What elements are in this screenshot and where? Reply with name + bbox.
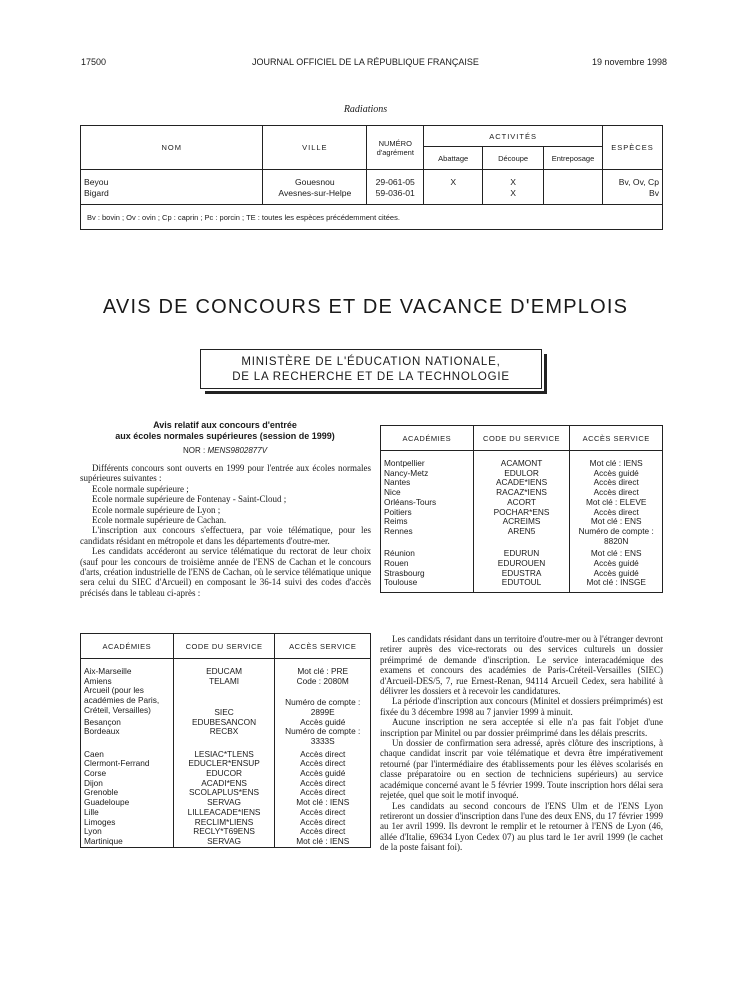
service-code: ACADI*ENS bbox=[173, 779, 275, 789]
access-mode: Accès direct bbox=[593, 506, 639, 517]
access-mode: Accès guidé bbox=[593, 558, 639, 569]
academie-name: Nice bbox=[381, 488, 474, 498]
species-legend: Bv : bovin ; Ov : ovin ; Cp : caprin ; Pc : porcin ; TE : toutes les espèces précédemment citées. bbox=[81, 205, 663, 230]
academie-name: Nantes bbox=[381, 478, 474, 488]
col-academies: ACADÉMIES bbox=[81, 634, 174, 659]
academie-name: Réunion bbox=[381, 549, 474, 559]
school-item: Ecole normale supérieure de Cachan. bbox=[92, 515, 227, 526]
avis-body-right bbox=[380, 634, 663, 853]
avis-title bbox=[80, 420, 370, 442]
access-mode: Accès guidé bbox=[300, 768, 346, 779]
academie-name: Strasbourg bbox=[381, 569, 474, 579]
academie-name: Clermont-Ferrand bbox=[81, 759, 174, 769]
access-mode: Accès guidé bbox=[593, 467, 639, 478]
service-code: SERVAG bbox=[173, 798, 275, 808]
service-code: LESIAC*TLENS bbox=[173, 750, 275, 760]
table-row bbox=[381, 527, 663, 549]
academie-name: Aix-Marseille bbox=[81, 659, 174, 677]
school-item: Ecole normale supérieure de Lyon ; bbox=[92, 504, 221, 515]
academies-table-2 bbox=[380, 425, 663, 593]
academie-name: Reims bbox=[381, 517, 474, 527]
access-mode: Mot clé : PRE bbox=[297, 666, 349, 676]
avis-title-line1: Avis relatif aux concours d'entrée bbox=[153, 420, 297, 430]
service-code: ACORT bbox=[473, 498, 570, 508]
access-mode: Numéro de compte : 8820N bbox=[578, 525, 654, 546]
paragraph: Les candidats au second concours de l'ENS Ulm et de l'ENS Lyon retireront un dossier d'inscription dans l'une des deux ENS, du 17 février 1999 au 1er avril 1999. Ils devront le remplir et le retourner à l'ENS de Lyon (46, allée d'Italie, 69634 Lyon Cedex 07) au plus tard le 1er avril 1999 (le cachet de la poste faisant foi). bbox=[380, 800, 663, 853]
table-row bbox=[81, 837, 371, 847]
academie-name: Montpellier bbox=[381, 451, 474, 469]
academie-name: Limoges bbox=[81, 818, 174, 828]
row-ville: Avesnes-sur-Helpe bbox=[278, 188, 352, 198]
col-decoupe: Découpe bbox=[483, 147, 544, 170]
access-mode: Code : 2080M bbox=[296, 675, 349, 686]
access-mode: Accès direct bbox=[300, 777, 346, 788]
row-numero: 59-036-01 bbox=[375, 188, 415, 198]
access-mode: Accès guidé bbox=[300, 716, 346, 727]
row-ville: Gouesnou bbox=[295, 177, 335, 187]
service-code: TELAMI bbox=[173, 677, 275, 687]
col-acces: ACCÈS SERVICE bbox=[570, 426, 663, 451]
service-code: EDUTOUL bbox=[473, 578, 570, 592]
access-mode: Accès direct bbox=[300, 758, 346, 769]
academie-name: Lyon bbox=[81, 827, 174, 837]
academie-name: Martinique bbox=[81, 837, 174, 847]
access-mode: Accès direct bbox=[593, 487, 639, 498]
col-numero: NUMÉRO d'agrément bbox=[367, 126, 424, 170]
paragraph: La période d'inscription aux concours (Minitel et dossiers préimprimés) est fixée du 3 décembre 1998 au 7 janvier 1999 à minuit. bbox=[380, 696, 663, 717]
service-code: EDULOR bbox=[473, 469, 570, 479]
service-code: EDUROUEN bbox=[473, 559, 570, 569]
nor-label: NOR : bbox=[182, 446, 206, 455]
access-mode: Numéro de compte : 2899E bbox=[285, 697, 361, 717]
ministry-box bbox=[200, 349, 542, 389]
row-especes: Bv, Ov, Cp bbox=[618, 177, 659, 187]
service-code: EDUCAM bbox=[173, 659, 275, 677]
table-row bbox=[81, 170, 663, 205]
radiations-table bbox=[80, 125, 663, 230]
service-code: ACADE*IENS bbox=[473, 478, 570, 488]
access-mode: Mot clé : IENS bbox=[296, 797, 350, 808]
nor-code: MENS9802877V bbox=[207, 446, 268, 455]
col-activites: ACTIVITÉS bbox=[424, 126, 603, 147]
school-item: Ecole normale supérieure ; bbox=[92, 483, 189, 494]
main-title: AVIS DE CONCOURS ET DE VACANCE D'EMPLOIS bbox=[102, 296, 629, 318]
service-code: SCOLAPLUS*ENS bbox=[173, 788, 275, 798]
row-especes: Bv bbox=[648, 188, 659, 198]
service-code: AREN5 bbox=[473, 527, 570, 549]
access-mode: Mot clé : ENS bbox=[590, 516, 642, 527]
col-entreposage: Entreposage bbox=[544, 147, 603, 170]
service-code: ACREIMS bbox=[473, 517, 570, 527]
avis-title-line2: aux écoles normales supérieures (session de 1999) bbox=[115, 431, 335, 441]
row-decoupe: X bbox=[510, 177, 516, 187]
row-abattage: X bbox=[450, 177, 457, 187]
access-mode: Numéro de compte : 3333S bbox=[285, 726, 361, 746]
academie-name: Arcueil (pour les académies de Paris, Créteil, Versailles) bbox=[81, 686, 174, 717]
paragraph: Aucune inscription ne sera acceptée si elle n'a pas fait l'objet d'une inscription par Minitel ou par dossier préimprimé dans les délais prescrits. bbox=[380, 717, 663, 738]
service-code: EDUSTRA bbox=[473, 569, 570, 579]
service-code: LILLEACADE*IENS bbox=[173, 808, 275, 818]
service-code: EDUCOR bbox=[173, 769, 275, 779]
academie-name: Bordeaux bbox=[81, 727, 174, 749]
paragraph: L'inscription aux concours s'effectuera, par voie télématique, pour les candidats résidant en métropole et dans les départements d'outre-mer. bbox=[80, 525, 371, 546]
access-mode: Accès direct bbox=[300, 816, 346, 827]
paragraph: Différents concours sont ouverts en 1999 pour l'entrée aux écoles normales supérieures suivantes : bbox=[80, 463, 371, 484]
academie-name: Besançon bbox=[81, 718, 174, 728]
school-item: Ecole normale supérieure de Fontenay - Saint-Cloud ; bbox=[92, 494, 287, 505]
academie-name: Caen bbox=[81, 750, 174, 760]
row-numero: 29-061-05 bbox=[375, 177, 415, 187]
row-nom: Beyou bbox=[84, 177, 109, 187]
access-mode: Accès direct bbox=[300, 826, 346, 837]
service-code: SIEC bbox=[173, 686, 275, 717]
nor-reference bbox=[80, 446, 370, 455]
col-abattage: Abattage bbox=[424, 147, 483, 170]
table-row bbox=[381, 578, 663, 592]
col-nom: NOM bbox=[81, 126, 263, 170]
academie-name: Poitiers bbox=[381, 508, 474, 518]
service-code: ACAMONT bbox=[473, 451, 570, 469]
access-mode: Mot clé : INSGE bbox=[586, 577, 646, 588]
academie-name: Grenoble bbox=[81, 788, 174, 798]
table-row bbox=[81, 686, 371, 717]
academies-table-1 bbox=[80, 633, 371, 848]
academie-name: Orléans-Tours bbox=[381, 498, 474, 508]
academie-name: Toulouse bbox=[381, 578, 474, 592]
access-mode: Accès direct bbox=[300, 787, 346, 798]
paragraph: Un dossier de confirmation sera adressé, après clôture des inscriptions, à chaque candidat inscrit par voie télématique et devra être impérativement retourné (par l'intermédiaire des établissements pour les élèves scolarisés en classe préparatoire ou en section de techniciens supérieurs) au service académique concerné avant le 5 février 1999. Toute inscription hors délai sera rejetée, quel que soit le motif invoqué. bbox=[380, 738, 663, 801]
service-code: EDUCLER*ENSUP bbox=[173, 759, 275, 769]
access-mode: Mot clé : IENS bbox=[589, 458, 643, 468]
service-code: RACAZ*IENS bbox=[473, 488, 570, 498]
paragraph: Les candidats résidant dans un territoire d'outre-mer ou à l'étranger devront retirer auprès des vice-rectorats ou des services culturels un dossier préimprimé de demande d'inscription. Le service interacadémique des examens et concours des académies de Paris-Créteil-Versailles (SIEC) d'Arcueil-DES/5, 7, rue Ernest-Renan, 94114 Arcueil Cedex, sera habilité à délivrer les dossiers et à recevoir les candidatures. bbox=[380, 634, 663, 697]
academie-name: Corse bbox=[81, 769, 174, 779]
service-code: EDUBESANCON bbox=[173, 718, 275, 728]
access-mode: Accès direct bbox=[593, 477, 639, 488]
service-code: RECLIM*LIENS bbox=[173, 818, 275, 828]
access-mode: Mot clé : ENS bbox=[590, 548, 642, 559]
col-ville: VILLE bbox=[263, 126, 367, 170]
academie-name: Rennes bbox=[381, 527, 474, 549]
ministry-line1: MINISTÈRE DE L'ÉDUCATION NATIONALE, bbox=[241, 356, 501, 368]
table-row bbox=[81, 659, 371, 677]
academie-name: Nancy-Metz bbox=[381, 469, 474, 479]
service-code: RECBX bbox=[173, 727, 275, 749]
table-row bbox=[381, 451, 663, 469]
paragraph: Les candidats accéderont au service télématique du rectorat de leur choix (sauf pour les concours de troisième année de l'ENS de Cachan et le concours d'arts, création industrielle de l'ENS de Cachan, où le service télématique unique sera celui du SIEC d'Arcueil) en composant le 36-14 suivi des codes d'accès précisés dans le tableau ci-après : bbox=[80, 546, 371, 598]
journal-title: JOURNAL OFFICIEL DE LA RÉPUBLIQUE FRANÇAISE bbox=[252, 57, 479, 67]
access-mode: Accès guidé bbox=[593, 567, 639, 578]
academie-name: Lille bbox=[81, 808, 174, 818]
service-code: POCHAR*ENS bbox=[473, 508, 570, 518]
academie-name: Amiens bbox=[81, 677, 174, 687]
access-mode: Accès direct bbox=[300, 806, 346, 817]
ministry-line2: DE LA RECHERCHE ET DE LA TECHNOLOGIE bbox=[232, 371, 510, 383]
row-decoupe: X bbox=[510, 188, 516, 198]
service-code: EDURUN bbox=[473, 549, 570, 559]
table-row bbox=[81, 727, 371, 749]
service-code: SERVAG bbox=[173, 837, 275, 847]
col-code: CODE DU SERVICE bbox=[473, 426, 570, 451]
access-mode: Mot clé : IENS bbox=[296, 835, 350, 846]
page-number: 17500 bbox=[81, 57, 107, 67]
issue-date: 19 novembre 1998 bbox=[591, 57, 667, 67]
row-nom: Bigard bbox=[84, 188, 109, 198]
service-code: RECLY*T69ENS bbox=[173, 827, 275, 837]
radiations-title: Radiations bbox=[343, 104, 388, 115]
access-mode: Mot clé : ELEVE bbox=[585, 496, 647, 507]
academie-name: Guadeloupe bbox=[81, 798, 174, 808]
avis-body-left bbox=[80, 463, 371, 598]
access-mode: Accès direct bbox=[300, 748, 346, 759]
col-acces: ACCÈS SERVICE bbox=[275, 634, 371, 659]
col-academies: ACADÉMIES bbox=[381, 426, 474, 451]
academie-name: Rouen bbox=[381, 559, 474, 569]
col-code: CODE DU SERVICE bbox=[173, 634, 275, 659]
col-especes: ESPÈCES bbox=[602, 126, 662, 170]
academie-name: Dijon bbox=[81, 779, 174, 789]
